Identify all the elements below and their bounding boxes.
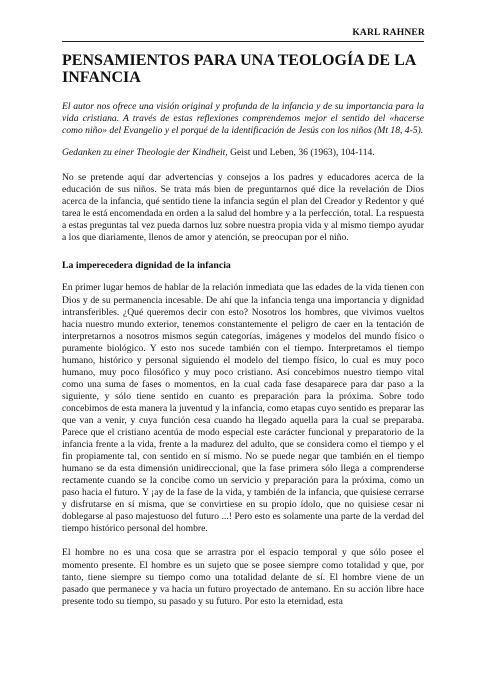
source-citation [62, 147, 424, 159]
header-rule [62, 41, 424, 42]
intro-paragraph: No se pretende aquí dar advertencias y consejos a los padres y educadores acerca de la educación de sus niños. Se trata más bien de preguntarnos qué dice la revelación de Dios acerca de la infancia, qué sentido tiene la infancia según el plan del Creador y Redentor y qué tarea le está encomendada en orden a la salud del hombre y a la perfección, total. La respuesta a estas preguntas tal vez pueda darnos luz sobre nuestra propia vida y al mismo tiempo ayudar a los que diariamente, llenos de amor y atención, se preocupan por el niño. [62, 172, 424, 244]
running-head: KARL RAHNER [352, 28, 425, 38]
abstract: El autor nos ofrece una visión original y profunda de la infancia y de su importancia para la vida cristiana. A través de estas reflexiones comprendemos mejor el sentido del «hacerse como niño» del Evangelio y el porqué de la identificación de Jesús con los niños (Mt 18, 4-5). [62, 101, 424, 137]
section-heading: La imperecedera dignidad de la infancia [62, 260, 231, 272]
source-title: Gedanken zu einer Theologie der Kindheit, [62, 147, 228, 159]
source-details: Geist und Leben, 36 (1963), 104-114. [227, 147, 375, 159]
article-title: PENSAMIENTOS PARA UNA TEOLOGÍA DE LA INFANCIA [62, 52, 416, 86]
article-body [62, 52, 424, 608]
section-paragraph-1: En primer lugar hemos de hablar de la relación inmediata que las edades de la vida tienen con Dios y de su permanencia incesable. De ahí que la infancia tenga una importancia y dignidad intransferibles. ¿Qué queremos decir con esto? Nosotros los hombres, que vivimos vueltos hacia nuestro mundo exterior, tenemos constantemente el peligro de caer en la tentación de interpretarnos a nosotros mismos según categorías, imágenes y modelos del mundo físico o puramente biológico. Y esto nos sucede también con el tiempo. Interpretamos el tiempo humano, histórico y personal siguiendo el modelo del tiempo físico, lo cual es muy poco humano, muy poco filosófico y muy poco cristiano. Así concebimos nuestro tiempo vital como una suma de fases o momentos, en la cual cada fase desaparece para dar paso a la siguiente, y sólo tiene sentido en cuanto es preparación para la próxima. Sobre todo concebimos de esta manera la juventud y la infancia, como etapas cuyo sentido es preparar las que van a venir, y cuya función cesa cuando ha llegado aquella para la cual se preparaba. Parece que el cristiano acentúa de modo especial este carácter funcional y preparatorio de la infancia frente a la vida, frente a la madurez del adulto, que se considera como el tiempo y el fin propiamente tal, con sentido en sí mismo. No se puede negar que también en el tiempo humano se da esta dimensión unidireccional, que la fase primera sólo llega a comprenderse rectamente cuando se la concibe como un servicio y preparación para la próxima, como un paso hacia el futuro. Y ¡ay de la fase de la vida, y también de la infancia, que quisiese cerrarse y disfrutarse en sí misma, que se convirtiese en su propio ídolo, que no quisiese cesar ni doblegarse al paso majestuoso del futuro ...! Pero esto es solamente una parte de la verdad del tiempo histórico personal del hombre. [62, 282, 424, 535]
section-paragraph-2: El hombre no es una cosa que se arrastra por el espacio temporal y que sólo posee el momento presente. El hombre es un sujeto que se posee siempre como totalidad y que, por tanto, tiene siempre su tiempo como una totalidad delante de sí. El hombre viene de un pasado que permanece y va hacia un futuro proyectado de antemano. En su acción libre hace presente todo su tiempo, su pasado y su futuro. Por esto la eternidad, esta [62, 547, 424, 607]
